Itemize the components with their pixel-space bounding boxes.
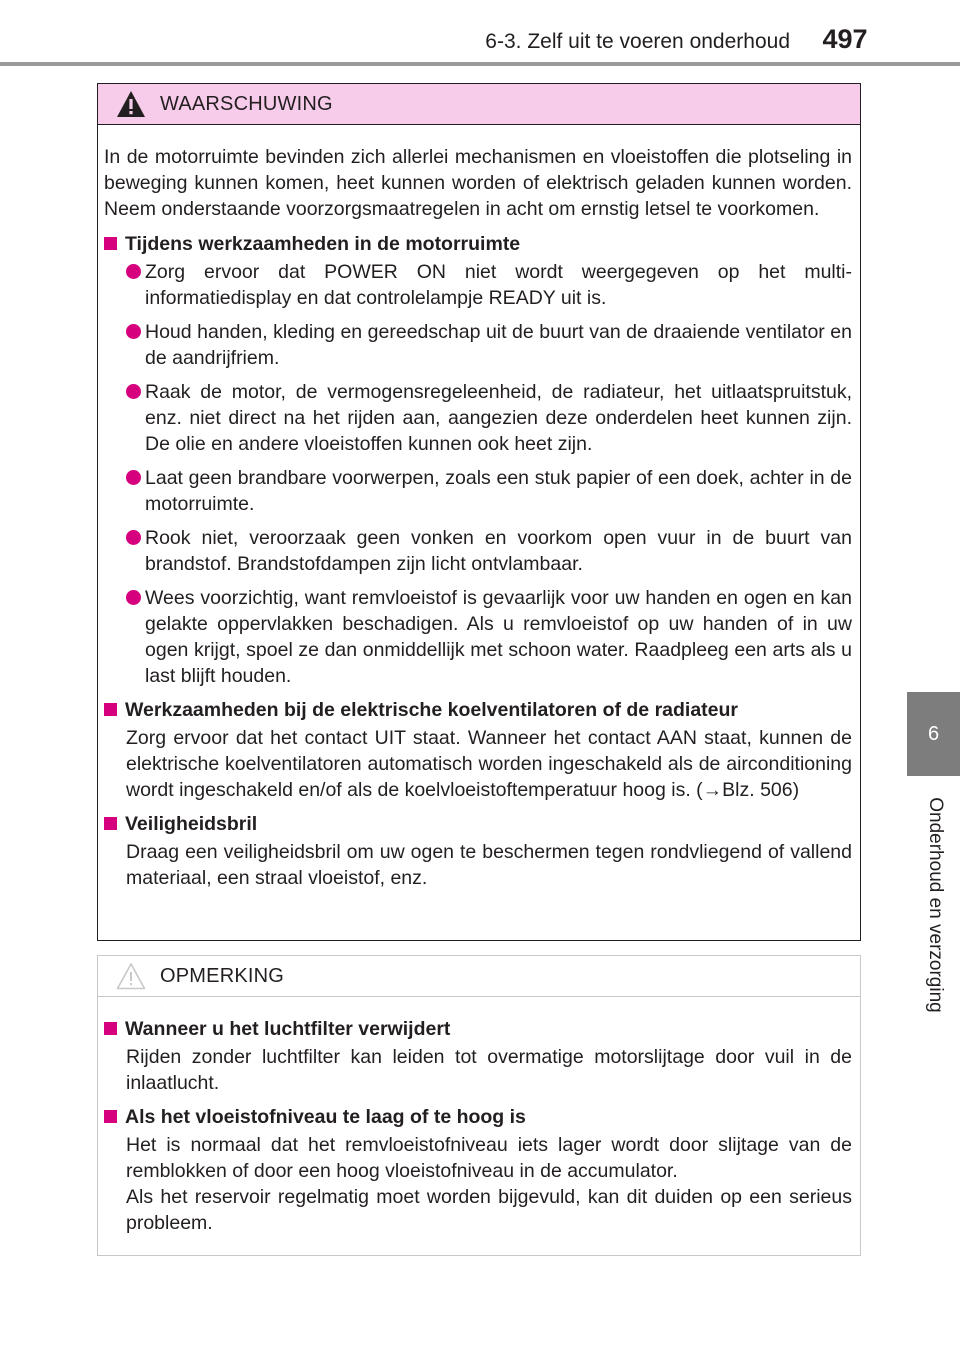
warning-section-title: Werkzaamheden bij de elektrische koelventilatoren of de radiateur	[104, 697, 852, 723]
chapter-label: Onderhoud en verzorging	[925, 797, 946, 1013]
square-bullet-icon	[104, 817, 117, 830]
list-item: Laat geen brandbare voorwerpen, zoals een stuk papier of een doek, achter in de motorruimte.	[104, 465, 852, 517]
section-header: 6-3. Zelf uit te voeren onderhoud	[485, 30, 790, 53]
note-section-text: Rijden zonder luchtfilter kan leiden tot overmatige motorslijtage door vuil in de inlaatlucht.	[126, 1046, 852, 1094]
warning-section-text: Zorg ervoor dat het contact UIT staat. Wanneer het contact AAN staat, kunnen de elektrische koelventilatoren automatisch worden ingeschakeld als de airconditioning wordt ingeschakeld en/of als de koelvloeistoftemperatuur hoog is. (→Blz. 506)	[126, 727, 852, 801]
round-bullet-icon	[126, 470, 141, 485]
note-box	[97, 955, 861, 1256]
warning-body	[98, 125, 860, 891]
list-item: Wees voorzichtig, want remvloeistof is gevaarlijk voor uw handen en ogen en kan gelakte oppervlakken beschadigen. Als u remvloeistof op uw handen of in uw ogen krijgt, spoel ze dan onmiddellijk met schoon water. Raadpleeg een arts als u last blijft houden.	[104, 585, 852, 689]
round-bullet-icon	[126, 384, 141, 399]
square-bullet-icon	[104, 703, 117, 716]
page-number: 497	[822, 24, 868, 54]
note-body	[98, 997, 860, 1236]
chapter-tab	[907, 692, 960, 776]
round-bullet-icon	[126, 530, 141, 545]
list-item: Zorg ervoor dat POWER ON niet wordt weergegeven op het multi-informatiedisplay en dat controlelampje READY uit is.	[104, 259, 852, 311]
warning-section-text: Draag een veiligheidsbril om uw ogen te beschermen tegen rondvliegend of vallend materiaal, een straal vloeistof, enz.	[126, 841, 852, 889]
note-section-text: Het is normaal dat het remvloeistofniveau iets lager wordt door slijtage van de remblokken of door een hoog vloeistofniveau in de accumulator. Als het reservoir regelmatig moet worden bijgevuld, kan dit duiden op een serieus probleem.	[126, 1134, 852, 1234]
list-item: Rook niet, veroorzaak geen vonken en voorkom open vuur in de buurt van brandstof. Brandstofdampen zijn licht ontvlambaar.	[104, 525, 852, 577]
note-title: OPMERKING	[160, 964, 285, 987]
round-bullet-icon	[126, 324, 141, 339]
round-bullet-icon	[126, 264, 141, 279]
square-bullet-icon	[104, 1022, 117, 1035]
caution-outline-triangle-icon	[116, 962, 146, 990]
warning-box	[97, 83, 861, 941]
list-item: Houd handen, kleding en gereedschap uit de buurt van de draaiende ventilator en de aandrijfriem.	[104, 319, 852, 371]
warning-section-title: Tijdens werkzaamheden in de motorruimte	[104, 231, 852, 257]
round-bullet-icon	[126, 590, 141, 605]
warning-triangle-icon	[116, 90, 146, 118]
note-section-title: Als het vloeistofniveau te laag of te hoog is	[104, 1104, 852, 1130]
note-section-title: Wanneer u het luchtfilter verwijdert	[104, 1016, 852, 1042]
chapter-tab-number: 6	[927, 722, 940, 745]
list-item: Raak de motor, de vermogensregeleenheid, de radiateur, het uitlaatspruitstuk, enz. niet direct na het rijden aan, aangezien deze onderdelen heet kunnen zijn. De olie en andere vloeistoffen kunnen ook heet zijn.	[104, 379, 852, 457]
header-rule	[0, 62, 960, 66]
warning-intro: In de motorruimte bevinden zich allerlei mechanismen en vloeistoffen die plotseling in beweging kunnen komen, heet kunnen worden of elektrisch geladen kunnen worden. Neem onderstaande voorzorgsmaatregelen in acht om ernstig letsel te voorkomen.	[104, 146, 852, 220]
square-bullet-icon	[104, 237, 117, 250]
warning-header	[98, 84, 860, 125]
warning-section-title: Veiligheidsbril	[104, 811, 852, 837]
note-header	[98, 956, 860, 997]
warning-title: WAARSCHUWING	[160, 92, 333, 115]
square-bullet-icon	[104, 1110, 117, 1123]
